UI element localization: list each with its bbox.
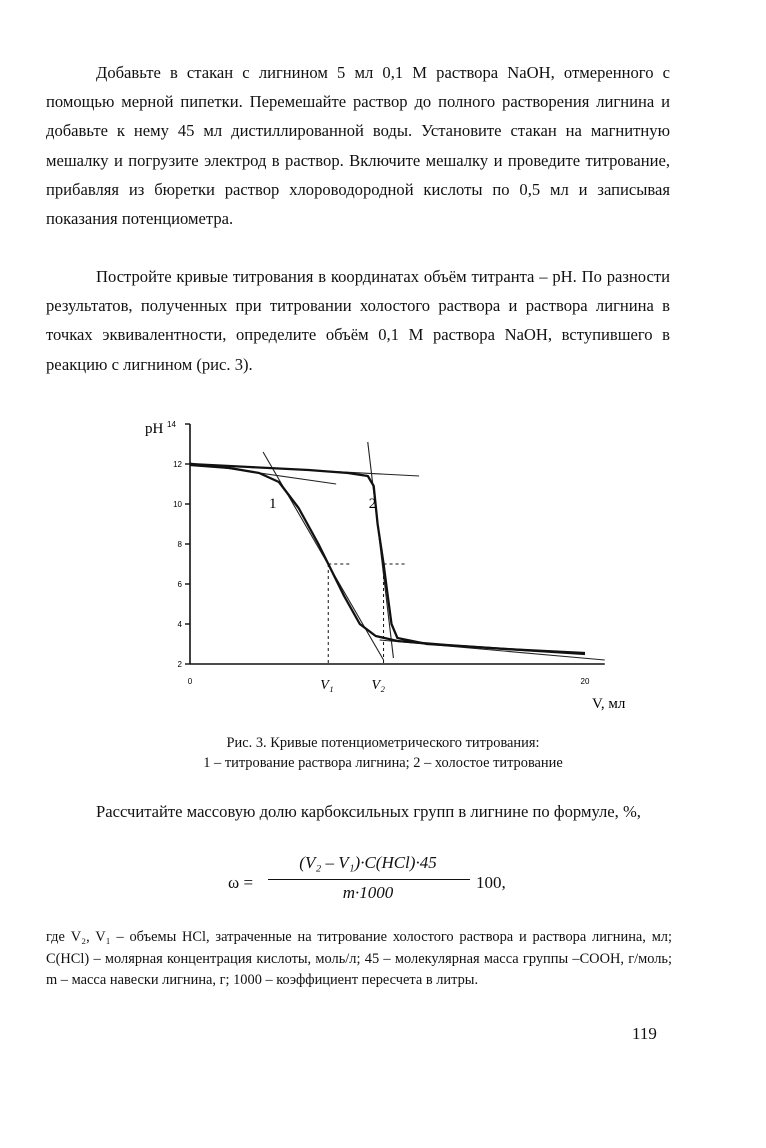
x-axis-label: V, мл: [592, 696, 626, 712]
equivalence-label: V₂: [371, 678, 385, 693]
curve-number-label: 1: [269, 496, 277, 512]
fraction-bar: [268, 879, 470, 880]
formula-denominator: m·1000: [342, 883, 394, 902]
equivalence-dashes: [328, 564, 407, 664]
y-tick-label: 4: [177, 620, 182, 629]
formula-lhs: ω =: [228, 873, 254, 892]
y-tick-label: 2: [177, 660, 182, 669]
formula-rhs: 100,: [476, 873, 506, 892]
intro-text: Добавьте в стакан с лигнином 5 мл 0,1 М раствора NaOH, отмеренного с помощью мерной пипетки. Перемешайте раствор до полного растворения лигнина и добавьте к нему 45 мл дистиллированной воды. Установите стакан на магнитную мешалку и погрузите электрод в раствор. Включите мешалку и проведите титрование, прибавляя из бюретки раствор хлороводородной кислоты по 0,5 мл и записывая показания потенциометра.: [46, 63, 670, 229]
y-tick-label: 8: [177, 540, 182, 549]
tangent-lines: [190, 442, 605, 660]
chart-labels: [145, 420, 626, 712]
y-axis-label: pH: [145, 421, 164, 437]
titration-curve-1: [190, 465, 585, 654]
formula-intro-text: Рассчитайте массовую долю карбоксильных групп в лигнине по формуле, %,: [96, 802, 641, 821]
formula-intro-paragraph: [46, 797, 670, 826]
curve-number-label: 2: [368, 496, 377, 512]
chart-axes: [185, 424, 605, 664]
figure-caption-legend: 1 – титрование раствора лигнина; 2 – холостое титрование: [203, 755, 563, 771]
variables-explanation: где V₂, V₁ – объемы HCl, затраченные на титрование холостого раствора и раствора лигнина, мл; C(HCl) – молярная концентрация кислоты, моль/л; 45 – молекулярная масса группы –COOH, г/моль; m – масса навески лигнина, г; 1000 – коэффициент пересчета в литры.: [46, 929, 672, 989]
figure-caption-title: Рис. 3. Кривые потенциометрического титрования:: [226, 735, 540, 751]
titration-curve-2: [190, 464, 585, 653]
y-tick-label: 14: [167, 420, 176, 429]
x-tick-label: 0: [187, 677, 193, 686]
titration-chart: [140, 410, 626, 722]
intro-paragraph: [46, 58, 670, 233]
y-tick-label: 10: [173, 500, 182, 509]
equivalence-label: V₁: [320, 678, 334, 693]
x-tick-label: 20: [580, 677, 590, 686]
instruction-paragraph: [46, 262, 670, 379]
formula-numerator: (V₂ – V₁)·C(HCl)·45: [299, 853, 437, 872]
titration-curves: [190, 464, 585, 654]
y-tick-label: 12: [173, 460, 182, 469]
instruction-text: Постройте кривые титрования в координатах объём титранта – pH. По разности результатов, полученных при титровании холостого раствора и раствора лигнина в точках эквивалентности, определите объём 0,1 М раствора NaOH, вступившего в реакцию с лигнином (рис. 3).: [46, 267, 670, 374]
page-number: 119: [632, 1024, 657, 1043]
y-tick-label: 6: [177, 580, 182, 589]
formula: [228, 853, 528, 917]
